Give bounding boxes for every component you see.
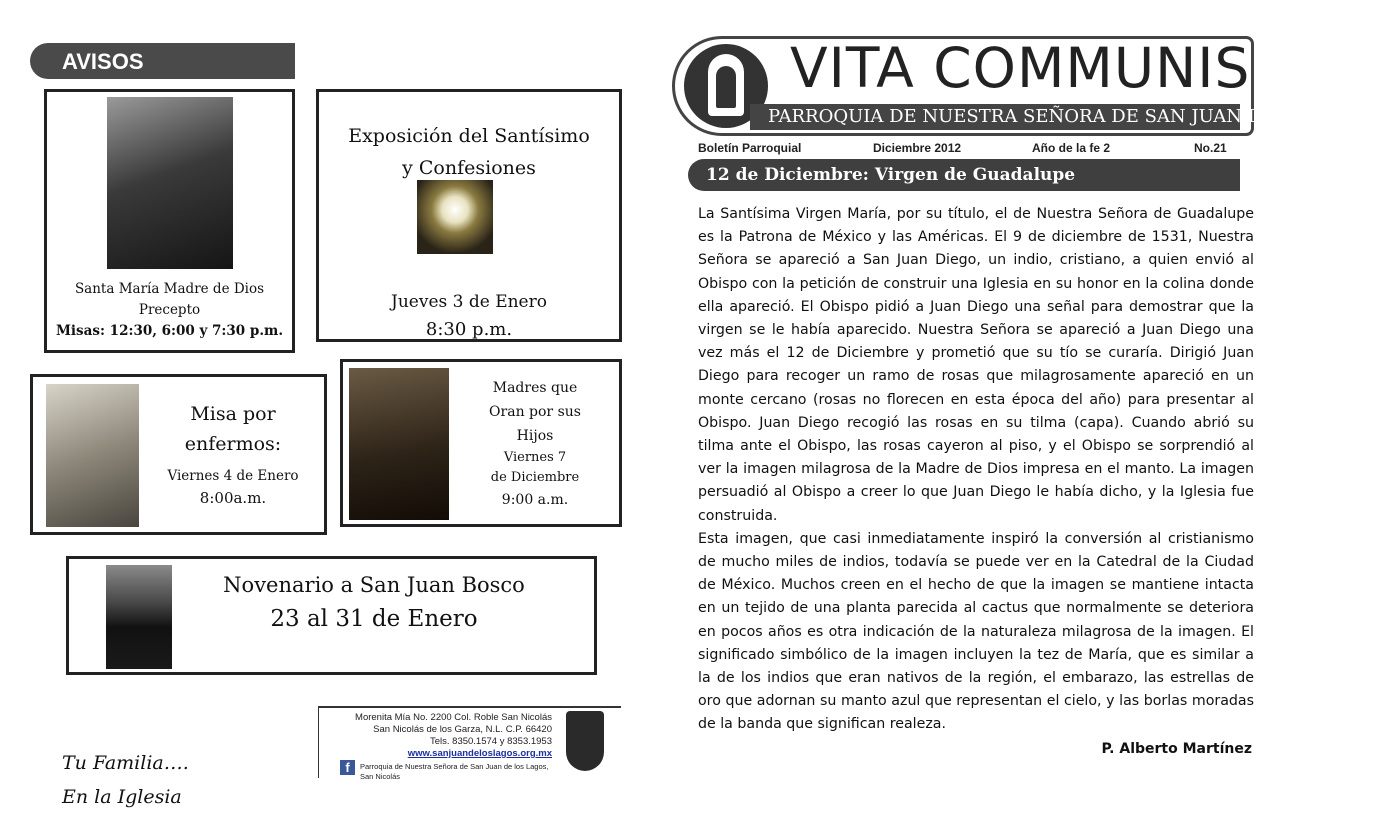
notice-madres xyxy=(340,359,622,527)
footer-phones: Tels. 8350.1574 y 8353.1953 xyxy=(429,736,552,747)
slogan-line1: Tu Familia…. xyxy=(62,752,189,774)
madres-line3: Hijos xyxy=(516,428,554,444)
article-paragraph-1: La Santísima Virgen María, por su título, el de Nuestra Señora de Guadalupe es la Patrona de México y las Américas. El 9 de diciembre de 1531, Nuestra Señora se apareció a San Juan Diego, un indio, cristiano, a quien envió al Obispo con la petición de construir una Iglesia en su honor en la colina donde ella apareció. El Obispo pidió a Juan Diego una señal para demostrar que la virgen se le había aparecido. Nuestra Señora se apareció a Juan Diego una vez más el 12 de Diciembre y prometió que su tío se curaría. Dirigió Juan Diego para recoger un ramo de rosas que milagrosamente apareció en un monte cercano (rosas no florecen en esta época del año) para presentar al Obispo. Juan Diego recogió las rosas en su tilma (capa). Cuando abrió su tilma ante el Obispo, las rosas cayeron al piso, y el Obispo se sorprendió al ver la imagen milagrosa de la Madre de Dios impresa en el manto. La imagen persuadió al Obispo a creer lo que Juan Diego le había dicho, y la Iglesia fue construida. xyxy=(698,206,1254,524)
footer-address2: San Nicolás de los Garza, N.L. C.P. 66420 xyxy=(373,724,552,735)
masthead-title: VITA COMMUNIS xyxy=(790,36,1251,100)
article-heading: 12 de Diciembre: Virgen de Guadalupe xyxy=(706,165,1076,185)
parish-crest-icon xyxy=(566,711,604,771)
maria-line1: Santa María Madre de Dios xyxy=(74,281,265,297)
slogan-line2: En la Iglesia xyxy=(62,786,182,808)
exposicion-date: Jueves 3 de Enero xyxy=(391,292,547,312)
enfermos-title1: Misa por xyxy=(190,403,276,425)
madres-line2: Oran por sus xyxy=(489,404,581,420)
madres-time: 9:00 a.m. xyxy=(501,492,569,508)
masthead-subtitle: PARROQUIA DE NUESTRA SEÑORA DE SAN JUAN DE LOS LAGOS xyxy=(750,104,1240,130)
notice-santa-maria xyxy=(44,89,295,353)
footer-parish: Parroquia de Nuestra Señora de San Juan de los Lagos, San Nicolás xyxy=(360,762,549,781)
exposicion-title2: y Confesiones xyxy=(402,157,536,179)
footer-vertical-divider xyxy=(318,706,319,778)
info-ano: Año de la fe 2 xyxy=(1032,141,1111,155)
madres-line1: Madres que xyxy=(492,380,578,396)
bosco-dates: 23 al 31 de Enero xyxy=(270,606,478,632)
article-signature: P. Alberto Martínez xyxy=(1101,741,1252,757)
article-heading-banner xyxy=(688,159,1240,191)
jesus-healing-image xyxy=(46,384,139,527)
article-paragraph-2: Esta imagen, que casi inmediatamente inspiró la conversión al cristianismo de mucho miles de indios, todavía se puede ver en la Catedral de la Ciudad de México. Muchos creen en el hecho de que la imagen se mantiene intacta en un tejido de una planta parecida al cactus que normalmente se deteriora en pocos años es otra indicación de la naturaleza milagrosa de la imagen. El significado simbólico de la imagen incluyen la tez de María, que es similar a la de los indios que eran nativos de la región, el embarazo, las estrellas de oro que adornan su manto azul que representan el cielo, y las borlas moradas de la banda que significan realeza. xyxy=(698,530,1254,733)
avisos-title: AVISOS xyxy=(62,49,144,74)
enfermos-date: Viernes 4 de Enero xyxy=(167,468,299,484)
enfermos-time: 8:00a.m. xyxy=(199,489,267,507)
avisos-header xyxy=(30,43,295,79)
article-body xyxy=(698,203,1254,737)
exposicion-title1: Exposición del Santísimo xyxy=(348,125,590,147)
footer-address1: Morenita Mía No. 2200 Col. Roble San Nicolás xyxy=(355,712,552,723)
website-link[interactable]: www.sanjuandeloslagos.org.mx xyxy=(407,748,552,759)
madres-line4: Viernes 7 xyxy=(503,450,567,465)
madres-line5: de Diciembre xyxy=(490,470,580,485)
footer-contact xyxy=(322,712,552,760)
notice-exposicion xyxy=(316,89,622,342)
info-numero: No.21 xyxy=(1194,141,1227,155)
bosco-title: Novenario a San Juan Bosco xyxy=(223,573,525,597)
maria-line2: Precepto xyxy=(138,302,201,318)
exposicion-time: 8:30 p.m. xyxy=(425,319,513,340)
notice-bosco xyxy=(66,556,597,675)
slogan xyxy=(62,746,189,814)
enfermos-title2: enfermos: xyxy=(184,433,282,455)
praying-woman-image xyxy=(349,368,449,520)
san-juan-bosco-image xyxy=(106,565,172,669)
info-fecha: Diciembre 2012 xyxy=(873,141,962,155)
info-boletin: Boletín Parroquial xyxy=(698,141,802,155)
monstrance-image xyxy=(417,180,493,254)
notice-enfermos xyxy=(30,374,327,535)
virgin-and-child-image xyxy=(107,97,233,269)
facebook-icon[interactable]: f xyxy=(340,760,355,775)
footer-divider xyxy=(318,706,621,708)
maria-line3: Misas: 12:30, 6:00 y 7:30 p.m. xyxy=(55,323,284,339)
